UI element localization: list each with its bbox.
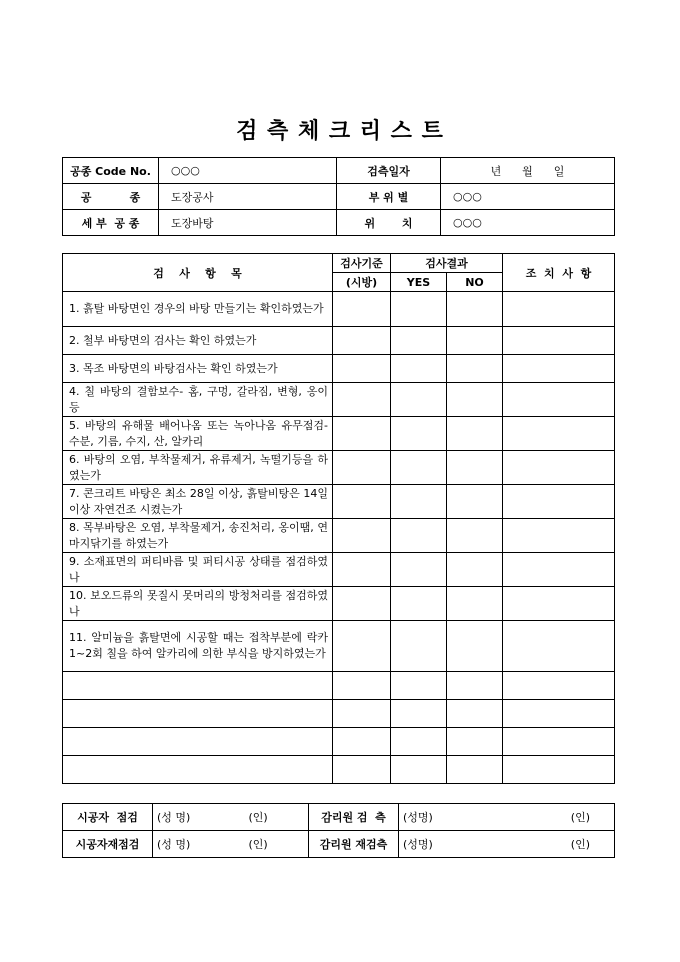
table-row (63, 553, 615, 587)
check-item: 6. 바탕의 오염, 부착물제거, 유류제거, 녹떨기등을 하였는가 (63, 451, 333, 485)
criteria-sub-header: (시방) (333, 273, 391, 292)
no-cell[interactable] (447, 587, 503, 621)
table-row (63, 756, 615, 784)
no-cell[interactable] (447, 700, 503, 728)
yes-header: YES (391, 273, 447, 292)
check-item: 1. 흙탈 바탕면인 경우의 바탕 만들기는 확인하였는가 (63, 292, 333, 327)
supervisor-reinspect-name-field[interactable]: (성명) (399, 831, 523, 858)
no-cell[interactable] (447, 621, 503, 672)
part-value: ○○○ (441, 184, 615, 210)
table-row (63, 587, 615, 621)
contractor-name-field[interactable]: (성 명) (153, 804, 245, 831)
criteria-cell[interactable] (333, 292, 391, 327)
table-row (63, 672, 615, 700)
signature-row (63, 831, 615, 858)
yes-cell[interactable] (391, 355, 447, 383)
action-cell[interactable] (503, 700, 615, 728)
criteria-cell[interactable] (333, 728, 391, 756)
info-row (63, 184, 615, 210)
criteria-cell[interactable] (333, 327, 391, 355)
no-cell[interactable] (447, 451, 503, 485)
action-cell[interactable] (503, 756, 615, 784)
table-row (63, 728, 615, 756)
table-row (63, 417, 615, 451)
signature-table (62, 803, 615, 858)
action-cell[interactable] (503, 327, 615, 355)
contractor-check-label: 시공자 점검 (63, 804, 153, 831)
criteria-cell[interactable] (333, 451, 391, 485)
criteria-header: 검사기준 (333, 254, 391, 273)
table-row (63, 700, 615, 728)
check-item: 10. 보오드류의 못질시 못머리의 방청처리를 점검하였나 (63, 587, 333, 621)
yes-cell[interactable] (391, 672, 447, 700)
supervisor-reinspect-seal: (인) (523, 831, 615, 858)
contractor-recheck-seal: (인) (245, 831, 309, 858)
check-item: 7. 콘크리트 바탕은 최소 28일 이상, 흙탈비탕은 14일 이상 자연건조 시켰는가 (63, 485, 333, 519)
check-item: 4. 칠 바탕의 결함보수- 홈, 구멍, 갈라짐, 변형, 옹이 등 (63, 383, 333, 417)
contractor-recheck-name-field[interactable]: (성 명) (153, 831, 245, 858)
info-row (63, 210, 615, 236)
action-cell[interactable] (503, 485, 615, 519)
yes-cell[interactable] (391, 451, 447, 485)
contractor-seal: (인) (245, 804, 309, 831)
action-cell[interactable] (503, 292, 615, 327)
check-item-blank[interactable] (63, 756, 333, 784)
inspection-date-value: 년 월 일 (441, 158, 615, 184)
check-item-blank[interactable] (63, 700, 333, 728)
yes-cell[interactable] (391, 553, 447, 587)
table-row (63, 355, 615, 383)
no-cell[interactable] (447, 383, 503, 417)
yes-cell[interactable] (391, 383, 447, 417)
detail-work-type-label: 세 부 공 종 (63, 210, 159, 236)
check-item-blank[interactable] (63, 672, 333, 700)
check-item-blank[interactable] (63, 728, 333, 756)
supervisor-reinspect-label: 감리원 재검측 (309, 831, 399, 858)
yes-cell[interactable] (391, 417, 447, 451)
work-code-label: 공종 Code No. (63, 158, 159, 184)
check-item: 8. 목부바탕은 오염, 부착물제거, 송진처리, 옹이땜, 연마지닦기를 하였는가 (63, 519, 333, 553)
criteria-cell[interactable] (333, 587, 391, 621)
no-cell[interactable] (447, 728, 503, 756)
table-row (63, 485, 615, 519)
no-cell[interactable] (447, 756, 503, 784)
yes-cell[interactable] (391, 756, 447, 784)
criteria-cell[interactable] (333, 672, 391, 700)
yes-cell[interactable] (391, 587, 447, 621)
action-cell[interactable] (503, 621, 615, 672)
yes-cell[interactable] (391, 519, 447, 553)
check-item: 3. 목조 바탕면의 바탕검사는 확인 하였는가 (63, 355, 333, 383)
info-table (62, 157, 615, 236)
no-cell[interactable] (447, 292, 503, 327)
action-cell[interactable] (503, 417, 615, 451)
action-header: 조 치 사 항 (503, 254, 615, 292)
info-row (63, 158, 615, 184)
yes-cell[interactable] (391, 728, 447, 756)
action-cell[interactable] (503, 672, 615, 700)
check-item: 9. 소재표면의 퍼티바름 및 퍼티시공 상태를 점검하였나 (63, 553, 333, 587)
action-cell[interactable] (503, 519, 615, 553)
check-item: 5. 바탕의 유해물 배어나옴 또는 녹아나옴 유무점검- 수분, 기름, 수지, 산, 알카리 (63, 417, 333, 451)
location-label: 위 치 (337, 210, 441, 236)
table-row (63, 519, 615, 553)
table-row (63, 327, 615, 355)
location-value: ○○○ (441, 210, 615, 236)
checklist-table (62, 253, 615, 784)
action-cell[interactable] (503, 451, 615, 485)
criteria-cell[interactable] (333, 756, 391, 784)
yes-cell[interactable] (391, 621, 447, 672)
action-cell[interactable] (503, 587, 615, 621)
supervisor-inspect-label: 감리원 검 측 (309, 804, 399, 831)
item-header: 검 사 항 목 (63, 254, 333, 292)
supervisor-name-field[interactable]: (성명) (399, 804, 523, 831)
work-type-value: 도장공사 (159, 184, 337, 210)
table-row (63, 383, 615, 417)
criteria-cell[interactable] (333, 700, 391, 728)
result-header: 검사결과 (391, 254, 503, 273)
no-cell[interactable] (447, 417, 503, 451)
criteria-cell[interactable] (333, 553, 391, 587)
criteria-cell[interactable] (333, 355, 391, 383)
action-cell[interactable] (503, 383, 615, 417)
no-header: NO (447, 273, 503, 292)
check-item: 11. 알미늄을 흙탈면에 시공할 때는 접착부분에 락카 1~2회 칠을 하여 알카리에 의한 부식을 방지하였는가 (63, 621, 333, 672)
yes-cell[interactable] (391, 327, 447, 355)
no-cell[interactable] (447, 672, 503, 700)
no-cell[interactable] (447, 355, 503, 383)
yes-cell[interactable] (391, 700, 447, 728)
no-cell[interactable] (447, 485, 503, 519)
signature-row (63, 804, 615, 831)
work-type-label: 공 종 (63, 184, 159, 210)
criteria-cell[interactable] (333, 383, 391, 417)
contractor-recheck-label: 시공자재점검 (63, 831, 153, 858)
action-cell[interactable] (503, 553, 615, 587)
supervisor-seal: (인) (523, 804, 615, 831)
table-row (63, 292, 615, 327)
criteria-cell[interactable] (333, 621, 391, 672)
yes-cell[interactable] (391, 485, 447, 519)
table-row (63, 621, 615, 672)
work-code-value: ○○○ (159, 158, 337, 184)
no-cell[interactable] (447, 327, 503, 355)
inspection-date-label: 검측일자 (337, 158, 441, 184)
action-cell[interactable] (503, 728, 615, 756)
no-cell[interactable] (447, 519, 503, 553)
page-title: 검 측 체 크 리 스 트 (236, 119, 444, 144)
yes-cell[interactable] (391, 292, 447, 327)
criteria-cell[interactable] (333, 519, 391, 553)
detail-work-type-value: 도장바탕 (159, 210, 337, 236)
table-row (63, 451, 615, 485)
action-cell[interactable] (503, 355, 615, 383)
check-item: 2. 철부 바탕면의 검사는 확인 하였는가 (63, 327, 333, 355)
no-cell[interactable] (447, 553, 503, 587)
criteria-cell[interactable] (333, 417, 391, 451)
criteria-cell[interactable] (333, 485, 391, 519)
part-label: 부 위 별 (337, 184, 441, 210)
